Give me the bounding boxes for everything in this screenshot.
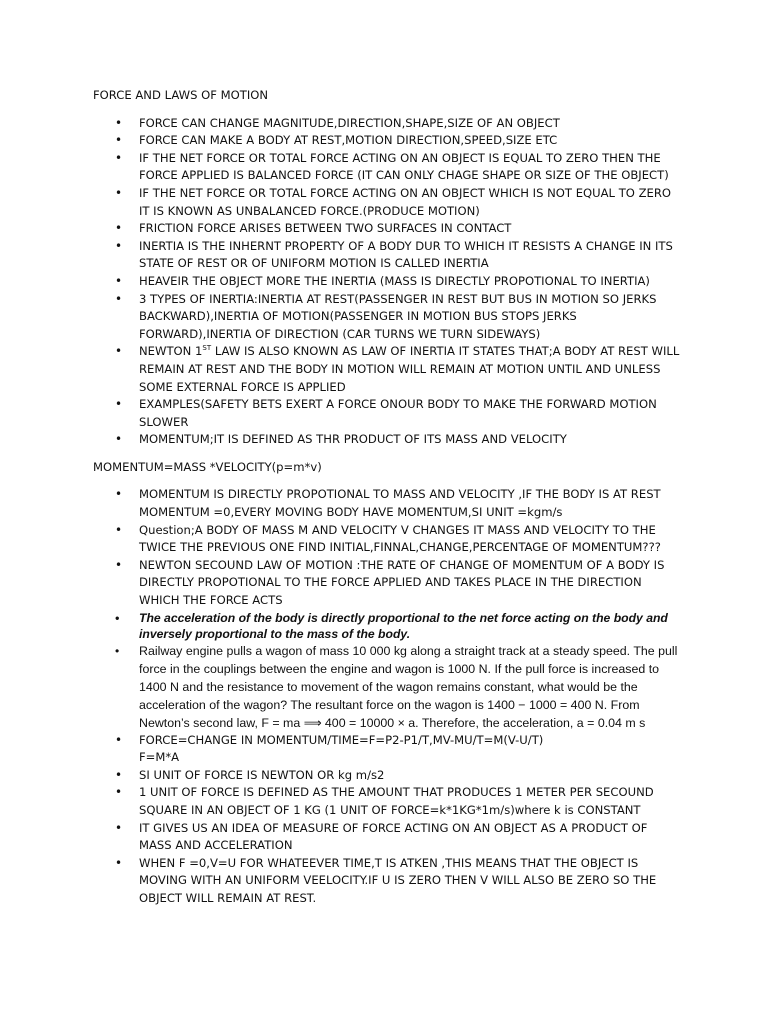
list-item-bold-statement: • The acceleration of the body is directly proportional to the net force acting on the body and inversely proportional to the mass of the body. xyxy=(93,610,683,642)
list-item: • NEWTON SECOUND LAW OF MOTION :THE RATE OF CHANGE OF MOMENTUM OF A BODY IS DIRECTLY PROPOTIONAL TO THE FORCE APPLIED AND TAKES PLACE IN THE DIRECTION WHICH THE FORCE ACTS xyxy=(93,557,683,610)
momentum-formula: MOMENTUM=MASS *VELOCITY(p=m*v) xyxy=(93,459,322,474)
list-item: • SI UNIT OF FORCE IS NEWTON OR kg m/s2 xyxy=(93,767,683,785)
list-item: • HEAVEIR THE OBJECT MORE THE INERTIA (MASS IS DIRECTLY PROPOTIONAL TO INERTIA) xyxy=(93,273,683,291)
list-item: • WHEN F =0,V=U FOR WHATEEVER TIME,T IS ATKEN ,THIS MEANS THAT THE OBJECT IS MOVING WITH AN UNIFORM VEELOCITY.IF U IS ZERO THEN V WILL ALSO BE ZERO SO THE OBJECT WILL REMAIN AT REST. xyxy=(93,855,683,908)
list-item-railway-example: • Railway engine pulls a wagon of mass 10 000 kg along a straight track at a steady speed. The pull force in the couplings between the engine and wagon is 1000 N. If the pull force is increased to 1400 N and the resistance to movement of the wagon remains constant, what would be the acceleration of the wagon? The resultant force on the wagon is 1400 − 1000 = 400 N. From Newton’s second law, F = ma ⟹ 400 = 10000 × a. Therefore, the acceleration, a = 0.04 m s xyxy=(93,642,683,732)
list-item: • FORCE CAN CHANGE MAGNITUDE,DIRECTION,SHAPE,SIZE OF AN OBJECT xyxy=(93,115,683,133)
newton1-text: LAW IS ALSO KNOWN AS LAW OF INERTIA IT STATES THAT;A BODY AT REST WILL REMAIN AT REST AND THE BODY IN MOTION WILL REMAIN AT MOTION UNTIL AND UNLESS SOME EXTERNAL FORCE IS APPLIED xyxy=(139,344,680,394)
list-item-newton-first-law xyxy=(93,343,683,396)
list-item: • MOMENTUM;IT IS DEFINED AS THR PRODUCT OF ITS MASS AND VELOCITY xyxy=(93,431,683,449)
list-item: • IT GIVES US AN IDEA OF MEASURE OF FORCE ACTING ON AN OBJECT AS A PRODUCT OF MASS AND ACCELERATION xyxy=(93,820,683,855)
document-page xyxy=(93,87,683,908)
document-title: FORCE AND LAWS OF MOTION xyxy=(93,88,269,102)
list-item: • MOMENTUM IS DIRECTLY PROPOTIONAL TO MASS AND VELOCITY ,IF THE BODY IS AT REST MOMENTUM =0,EVERY MOVING BODY HAVE MOMENTUM,SI UNIT =kgm/s xyxy=(93,486,683,521)
force-formula-line2: F=M*A xyxy=(139,750,180,765)
force-formula-line1: FORCE=CHANGE IN MOMENTUM/TIME=F=P2-P1/T,MV-MU/T=M(V-U/T) xyxy=(139,732,544,747)
list-item: • 1 UNIT OF FORCE IS DEFINED AS THE AMOUNT THAT PRODUCES 1 METER PER SECOUND SQUARE IN AN OBJECT OF 1 KG (1 UNIT OF FORCE=k*1KG*1m/s)where k is CONSTANT xyxy=(93,784,683,819)
bullet-list-momentum-newton2 xyxy=(93,486,683,907)
list-item: • 3 TYPES OF INERTIA:INERTIA AT REST(PASSENGER IN REST BUT BUS IN MOTION SO JERKS BACKWARD),INERTIA OF MOTION(PASSENGER IN MOTION BUS STOPS JERKS FORWARD),INERTIA OF DIRECTION (CAR TURNS WE TURN SIDEWAYS) xyxy=(93,291,683,344)
list-item-force-formula xyxy=(93,732,683,767)
list-item: • FORCE CAN MAKE A BODY AT REST,MOTION DIRECTION,SPEED,SIZE ETC xyxy=(93,132,683,150)
bullet-list-force-inertia xyxy=(93,115,683,449)
newton1-superscript: ST xyxy=(202,344,212,353)
list-item: • IF THE NET FORCE OR TOTAL FORCE ACTING ON AN OBJECT WHICH IS NOT EQUAL TO ZERO IT IS KNOWN AS UNBALANCED FORCE.(PRODUCE MOTION) xyxy=(93,185,683,220)
list-item: • IF THE NET FORCE OR TOTAL FORCE ACTING ON AN OBJECT IS EQUAL TO ZERO THEN THE FORCE APPLIED IS BALANCED FORCE (IT CAN ONLY CHAGE SHAPE OR SIZE OF THE OBJECT) xyxy=(93,150,683,185)
newton1-prefix: NEWTON 1 xyxy=(139,344,203,359)
list-item: • Question;A BODY OF MASS M AND VELOCITY V CHANGES IT MASS AND VELOCITY TO THE TWICE THE PREVIOUS ONE FIND INITIAL,FINNAL,CHANGE,PERCENTAGE OF MOMENTUM??? xyxy=(93,522,683,557)
list-item: • INERTIA IS THE INHERNT PROPERTY OF A BODY DUR TO WHICH IT RESISTS A CHANGE IN ITS STATE OF REST OR OF UNIFORM MOTION IS CALLED INERTIA xyxy=(93,238,683,273)
list-item: • FRICTION FORCE ARISES BETWEEN TWO SURFACES IN CONTACT xyxy=(93,220,683,238)
list-item: • EXAMPLES(SAFETY BETS EXERT A FORCE ONOUR BODY TO MAKE THE FORWARD MOTION SLOWER xyxy=(93,396,683,431)
